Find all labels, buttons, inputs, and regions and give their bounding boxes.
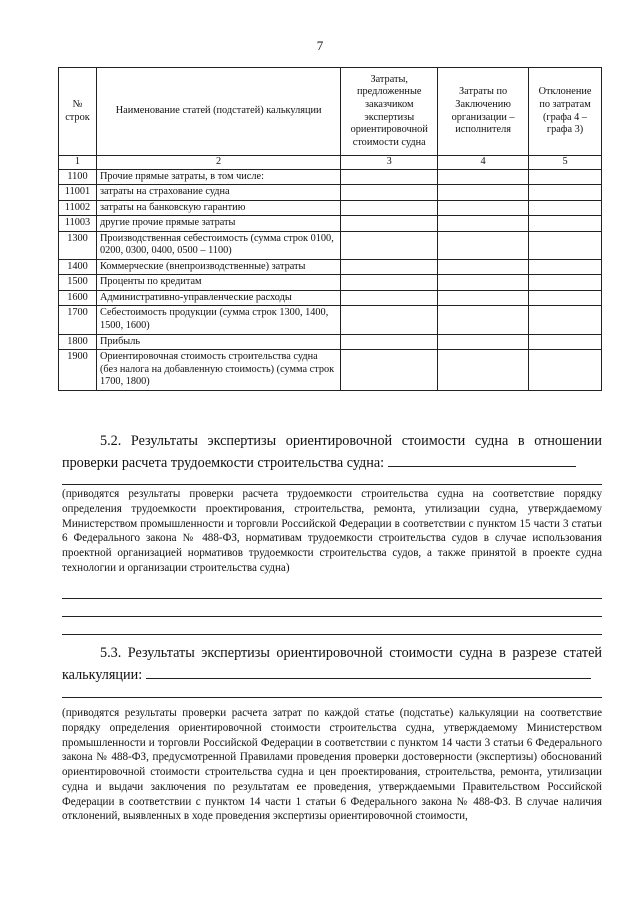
row-name: Прибыль <box>96 334 340 350</box>
fill-line <box>62 697 602 698</box>
cell-contractor-costs <box>438 350 529 391</box>
row-name: затраты на банковскую гарантию <box>96 200 340 216</box>
cell-contractor-costs <box>438 334 529 350</box>
page-number: 7 <box>316 38 324 53</box>
cell-contractor-costs <box>438 275 529 291</box>
cell-contractor-costs <box>438 306 529 334</box>
cell-customer-costs <box>341 259 438 275</box>
cell-contractor-costs <box>438 185 529 201</box>
column-number: 4 <box>438 156 529 170</box>
section-5-2-heading-text: 5.2. Результаты экспертизы ориентировочной стоимости судна в отношении проверки расчета трудоемкости строительства судна: <box>62 433 602 471</box>
cell-contractor-costs <box>438 200 529 216</box>
table-row <box>59 306 602 334</box>
header-row-number: № строк <box>59 68 97 156</box>
cell-deviation <box>529 231 602 259</box>
cell-deviation <box>529 290 602 306</box>
cell-contractor-costs <box>438 259 529 275</box>
column-number: 2 <box>96 156 340 170</box>
table-header-row <box>59 68 602 156</box>
column-number: 3 <box>341 156 438 170</box>
cell-deviation <box>529 259 602 275</box>
section-5-3-note: (приводятся результаты проверки расчета затрат по каждой статье (подстатье) калькуляции на соответствие порядку определения ориентировочной стоимости строительства судна, утверждаемому Министерством промышленности и торговли Российской Федерации в соответствии с пунктом 14 части 3 статьи 6 Федерального закона № 488-ФЗ, предусмотренной Правилами проведения проверки достоверности (экспертизы) обоснований ориентировочной стоимости строительства судна и цен проектирования, строительства, ремонта, утилизации судна и выдачи заключения по результатам ее проведения, утверждаемыми Правительством Российской Федерации в соответствии с пунктом 14 части 1 статьи 6 Федерального закона № 488-ФЗ. В случае наличия отклонений, выявленных в ходе проведения экспертизы ориентировочной стоимости, <box>62 707 602 823</box>
cell-customer-costs <box>341 216 438 232</box>
cell-deviation <box>529 350 602 391</box>
table-row <box>59 200 602 216</box>
table-row <box>59 169 602 185</box>
row-code: 1700 <box>59 306 97 334</box>
section-5-3-heading <box>62 642 602 686</box>
table-row <box>59 350 602 391</box>
fill-line <box>388 454 576 467</box>
table-row <box>59 290 602 306</box>
row-code: 1100 <box>59 169 97 185</box>
cell-customer-costs <box>341 334 438 350</box>
row-name: затраты на страхование судна <box>96 185 340 201</box>
header-deviation: Отклонение по затратам (графа 4 – графа 3) <box>529 68 602 156</box>
cell-customer-costs <box>341 306 438 334</box>
section-5-3 <box>62 642 602 686</box>
row-code: 11003 <box>59 216 97 232</box>
calculation-table <box>58 67 602 391</box>
row-code: 1300 <box>59 231 97 259</box>
row-name: Прочие прямые затраты, в том числе: <box>96 169 340 185</box>
row-name: Ориентировочная стоимость строительства судна (без налога на добавленную стоимость) (сумма строк 1700, 1800) <box>96 350 340 391</box>
section-5-2-note: (приводятся результаты проверки расчета трудоемкости строительства судна на соответствие порядку определения трудоемкости проектирования, строительства, ремонта, утилизации судна, утверждаемому Министерством промышленности и торговли Российской Федерации в соответствии с пунктом 15 части 3 статьи 6 Федерального закона № 488-ФЗ, нормативам трудоемкости строительства судов в случае использования проектной организацией нормативов трудоемкости строительства судов, а также принятой в проекте судна технологии и организации строительства судна) <box>62 488 602 574</box>
cell-customer-costs <box>341 169 438 185</box>
row-name: Проценты по кредитам <box>96 275 340 291</box>
cell-contractor-costs <box>438 169 529 185</box>
fill-line <box>62 616 602 617</box>
column-number: 5 <box>529 156 602 170</box>
fill-line <box>62 598 602 599</box>
row-code: 1600 <box>59 290 97 306</box>
section-5-2-heading <box>62 430 602 474</box>
table-row <box>59 334 602 350</box>
cell-customer-costs <box>341 350 438 391</box>
row-code: 11001 <box>59 185 97 201</box>
cell-customer-costs <box>341 185 438 201</box>
row-code: 1800 <box>59 334 97 350</box>
cell-deviation <box>529 306 602 334</box>
column-number-row <box>59 156 602 170</box>
row-code: 1500 <box>59 275 97 291</box>
table-row <box>59 275 602 291</box>
header-contractor-costs: Затраты по Заключению организации – исполнителя <box>438 68 529 156</box>
cell-deviation <box>529 216 602 232</box>
header-item-name: Наименование статей (подстатей) калькуляции <box>96 68 340 156</box>
cell-customer-costs <box>341 275 438 291</box>
table-row <box>59 185 602 201</box>
row-code: 1900 <box>59 350 97 391</box>
cell-contractor-costs <box>438 231 529 259</box>
cell-deviation <box>529 275 602 291</box>
fill-line <box>62 484 602 485</box>
section-5-3-heading-text: 5.3. Результаты экспертизы ориентировочной стоимости судна в разрезе статей калькуляции: <box>62 645 602 683</box>
cell-deviation <box>529 334 602 350</box>
row-name: Административно-управленческие расходы <box>96 290 340 306</box>
row-name: Производственная себестоимость (сумма строк 0100, 0200, 0300, 0400, 0500 – 1100) <box>96 231 340 259</box>
table-row <box>59 216 602 232</box>
row-name: Себестоимость продукции (сумма строк 1300, 1400, 1500, 1600) <box>96 306 340 334</box>
cell-deviation <box>529 185 602 201</box>
row-code: 1400 <box>59 259 97 275</box>
row-name: Коммерческие (внепроизводственные) затраты <box>96 259 340 275</box>
column-number: 1 <box>59 156 97 170</box>
cell-customer-costs <box>341 200 438 216</box>
row-name: другие прочие прямые затраты <box>96 216 340 232</box>
cell-customer-costs <box>341 231 438 259</box>
cell-contractor-costs <box>438 216 529 232</box>
table-row <box>59 231 602 259</box>
fill-line <box>62 634 602 635</box>
cell-deviation <box>529 200 602 216</box>
fill-line <box>146 666 591 679</box>
cell-contractor-costs <box>438 290 529 306</box>
cell-customer-costs <box>341 290 438 306</box>
header-customer-costs: Затраты, предложенные заказчиком экспертизы ориентировочной стоимости судна <box>341 68 438 156</box>
section-5-2 <box>62 430 602 474</box>
table-row <box>59 259 602 275</box>
row-code: 11002 <box>59 200 97 216</box>
cell-deviation <box>529 169 602 185</box>
